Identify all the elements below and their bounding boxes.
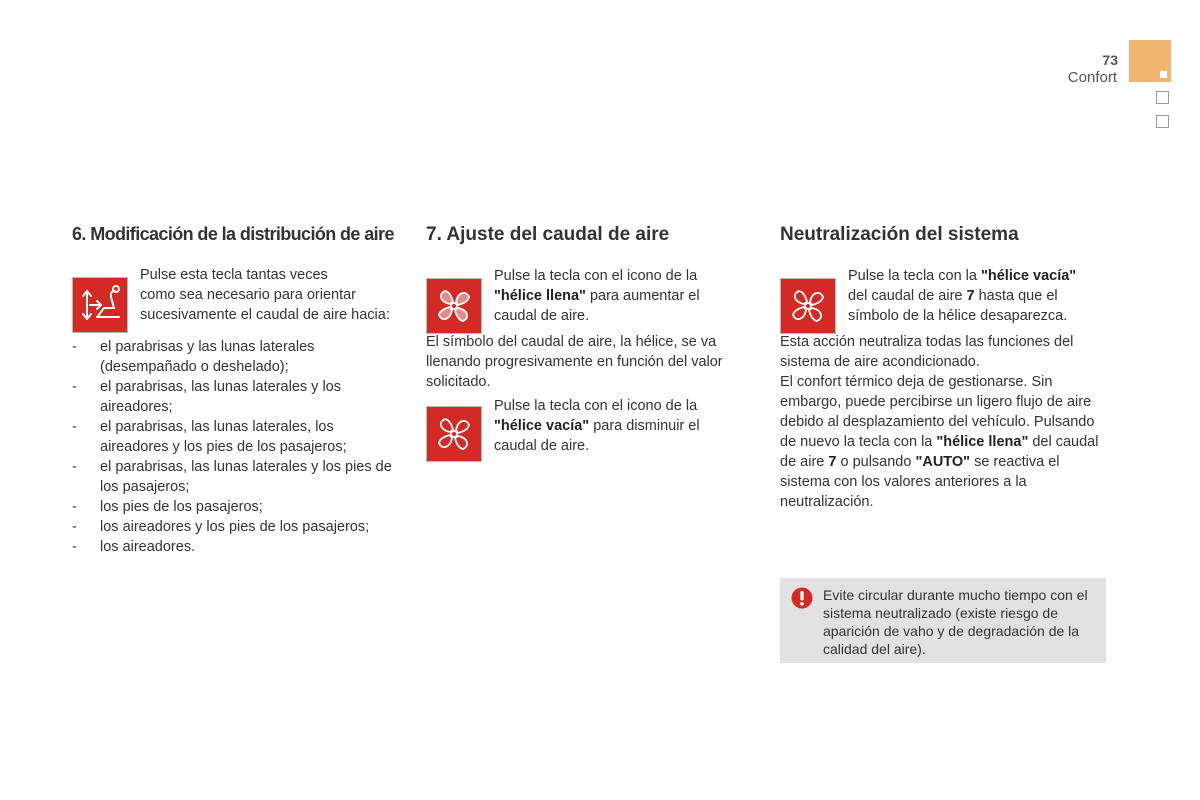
column-air-distribution (72, 224, 402, 557)
warning-icon (791, 587, 813, 609)
section-tab (1156, 115, 1169, 128)
instruction-line: Pulse la tecla con el icono de la (494, 398, 698, 414)
instruction-row (426, 396, 756, 456)
list-item: - el parabrisas, las lunas laterales y los pies de los pasajeros; (72, 457, 402, 497)
key-number: 7 (828, 454, 837, 470)
instruction-line: caudal de aire. (494, 308, 590, 324)
key-name: "AUTO" (915, 454, 971, 470)
section-title: 6. Modificación de la distribución de aire (72, 224, 394, 244)
paragraph-text: o pulsando (836, 454, 916, 470)
list-item: - los aireadores y los pies de los pasajeros; (72, 517, 402, 537)
air-distribution-icon (72, 277, 128, 333)
fan-full-icon (426, 278, 482, 334)
section-tab (1156, 91, 1169, 104)
list-item: - los pies de los pasajeros; (72, 497, 402, 517)
instruction-line: Pulse la tecla con el icono de la (494, 268, 698, 284)
paragraph: El símbolo del caudal de aire, la hélice, se va llenando progresivamente en función del valor solicitado. (426, 334, 723, 390)
list-item: - los aireadores. (72, 537, 402, 557)
column-neutralization (780, 224, 1110, 512)
fan-empty-icon (780, 278, 836, 334)
section-title: Neutralización del sistema (780, 224, 1019, 245)
key-name: "hélice llena" (936, 434, 1029, 450)
column-air-flow (426, 224, 756, 456)
list-item: - el parabrisas, las lunas laterales y los aireadores; (72, 377, 402, 417)
paragraph-text: El confort térmico deja de gestionarse. Sin embargo, puede percibirse un ligero flujo de aire debido al desplazamiento del vehículo. Pulsando de nuevo la tecla con la (780, 374, 1095, 450)
list-item: - el parabrisas y las lunas laterales (desempañado o deshelado); (72, 337, 402, 377)
instruction-row (426, 266, 756, 326)
key-name: "hélice vacía" (981, 268, 1077, 284)
instruction-text: para aumentar el (585, 288, 700, 304)
paragraph-text: se reactiva el sistema con los valores anteriores a la neutralización. (780, 454, 1060, 510)
fan-empty-icon (426, 406, 482, 462)
instruction-text: hasta que el (974, 288, 1058, 304)
instruction-line: sucesivamente el caudal de aire hacia: (140, 307, 390, 323)
distribution-list (72, 337, 402, 557)
instruction-line: caudal de aire. (494, 438, 590, 454)
instruction-text: para disminuir el (589, 418, 700, 434)
section-tab-active (1129, 40, 1171, 82)
paragraph (780, 372, 1110, 512)
section-name: Confort (1067, 69, 1117, 86)
instruction-line: como sea necesario para orientar (140, 287, 357, 303)
instruction-line: Pulse esta tecla tantas veces (140, 267, 328, 283)
instruction-text: del caudal de aire (848, 288, 967, 304)
section-title: 7. Ajuste del caudal de aire (426, 224, 670, 245)
instruction-row (780, 266, 1110, 326)
paragraph-text: del caudal de aire (780, 434, 1099, 470)
instruction-text: Pulse la tecla con la (848, 268, 981, 284)
key-name: "hélice llena" (494, 288, 586, 304)
warning-text: Evite circular durante mucho tiempo con el sistema neutralizado (existe riesgo de aparición de vaho y de degradación de la calidad del aire). (823, 587, 1088, 657)
instruction-row (72, 265, 402, 325)
warning-note (780, 578, 1106, 663)
key-name: "hélice vacía" (494, 418, 590, 434)
key-number: 7 (966, 288, 975, 304)
paragraph: Esta acción neutraliza todas las funciones del sistema de aire acondicionado. (780, 334, 1074, 370)
page-number: 73 (1102, 52, 1118, 68)
instruction-line: símbolo de la hélice desaparezca. (848, 308, 1068, 324)
list-item: - el parabrisas, las lunas laterales, los aireadores y los pies de los pasajeros; (72, 417, 402, 457)
